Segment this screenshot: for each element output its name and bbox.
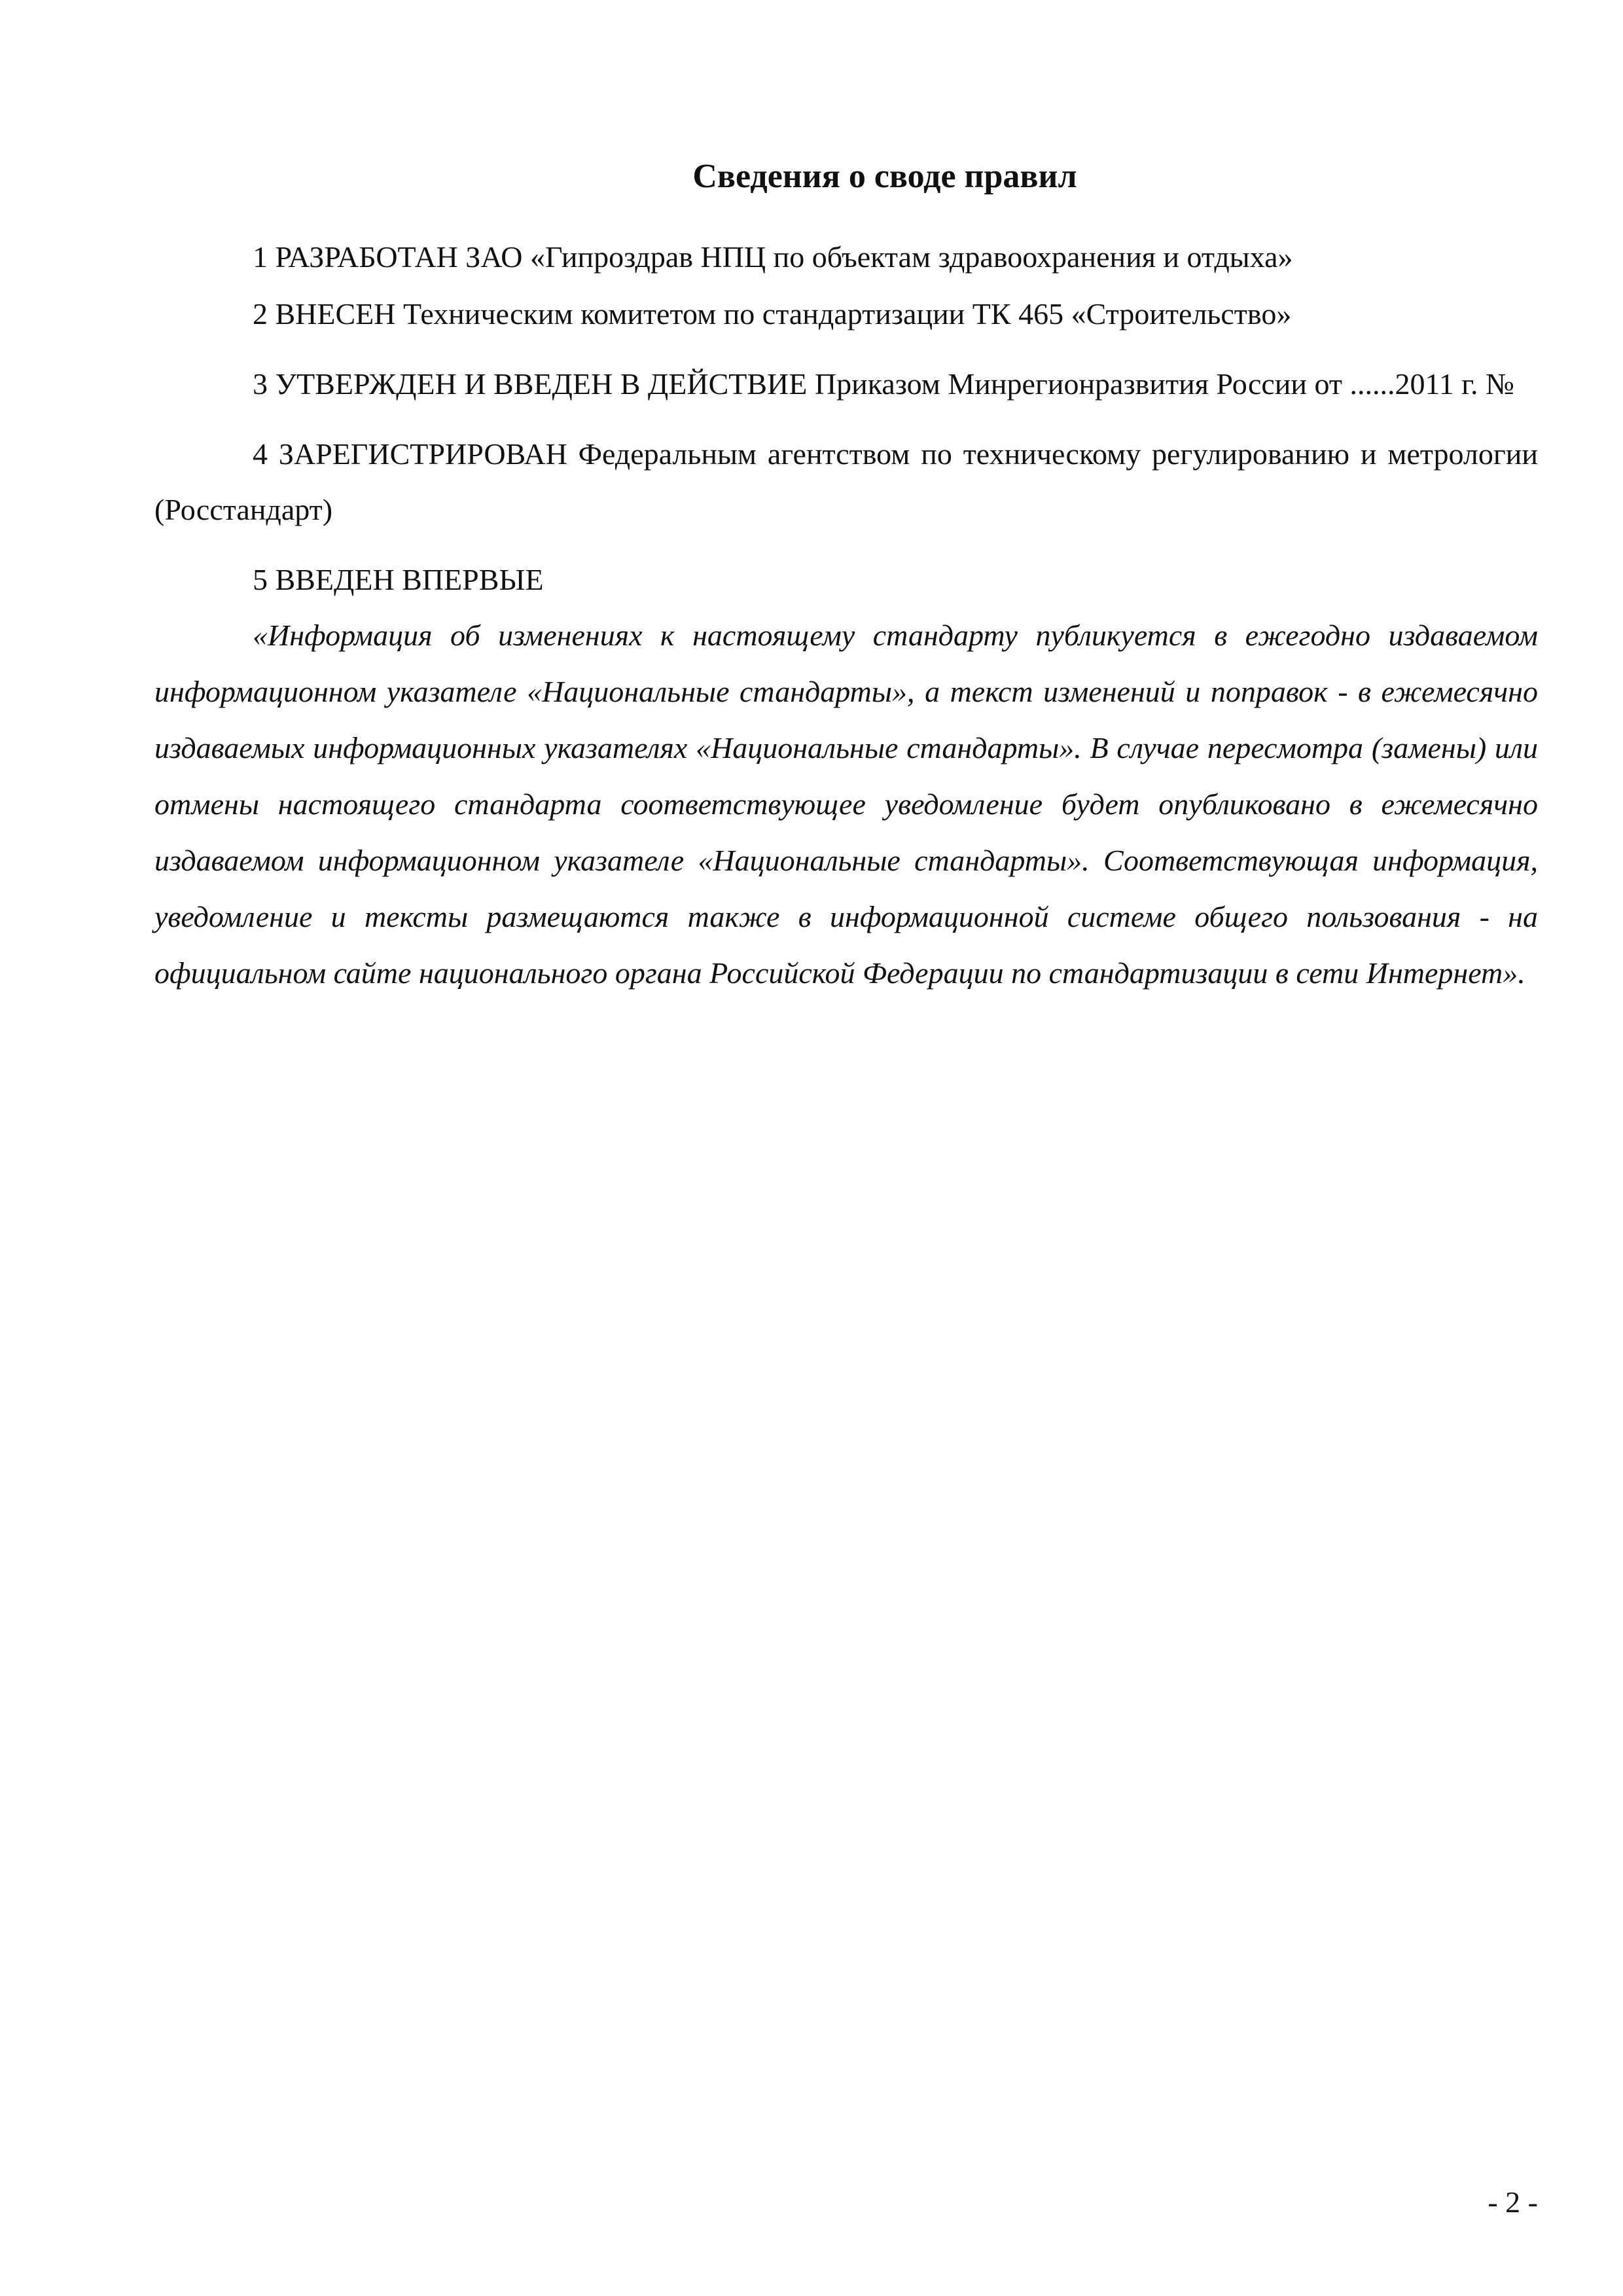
item-introduced: 2 ВНЕСЕН Техническим комитетом по стандартизации ТК 465 «Строительство» xyxy=(253,297,1292,331)
amendments-notice: «Информация об изменениях к настоящему стандарту публикуется в ежегодно издаваемом информационном указателе «Национальные стандарты», а текст изменений и поправок - в ежемесячно издаваемых информационных указателях «Национальные стандарты». В случае пересмотра (замены) или отмены настоящего стандарта соответствующее уведомление будет опубликовано в ежемесячно издаваемом информационном указателе «Национальные стандарты». Соответствующая информация, уведомление и тексты размещаются также в информационной системе общего пользования - на официальном сайте национального органа Российской Федерации по стандартизации в сети Интернет». xyxy=(154,619,1538,990)
document-page xyxy=(154,151,1538,1001)
page-number: - 2 - xyxy=(1488,2185,1538,2219)
item-developed: 1 РАЗРАБОТАН ЗАО «Гипроздрав НПЦ по объектам здравоохранения и отдыха» xyxy=(253,240,1293,274)
item-approved: 3 УТВЕРЖДЕН И ВВЕДЕН В ДЕЙСТВИЕ Приказом Минрегионразвития России от ......2011 г. № xyxy=(253,367,1514,401)
page-title: Сведения о своде правил xyxy=(692,158,1077,195)
item-first-introduced: 5 ВВЕДЕН ВПЕРВЫЕ xyxy=(253,563,544,596)
item-registered: 4 ЗАРЕГИСТРИРОВАН Федеральным агентством по техническому регулированию и метрологии (Росстандарт) xyxy=(154,437,1538,526)
